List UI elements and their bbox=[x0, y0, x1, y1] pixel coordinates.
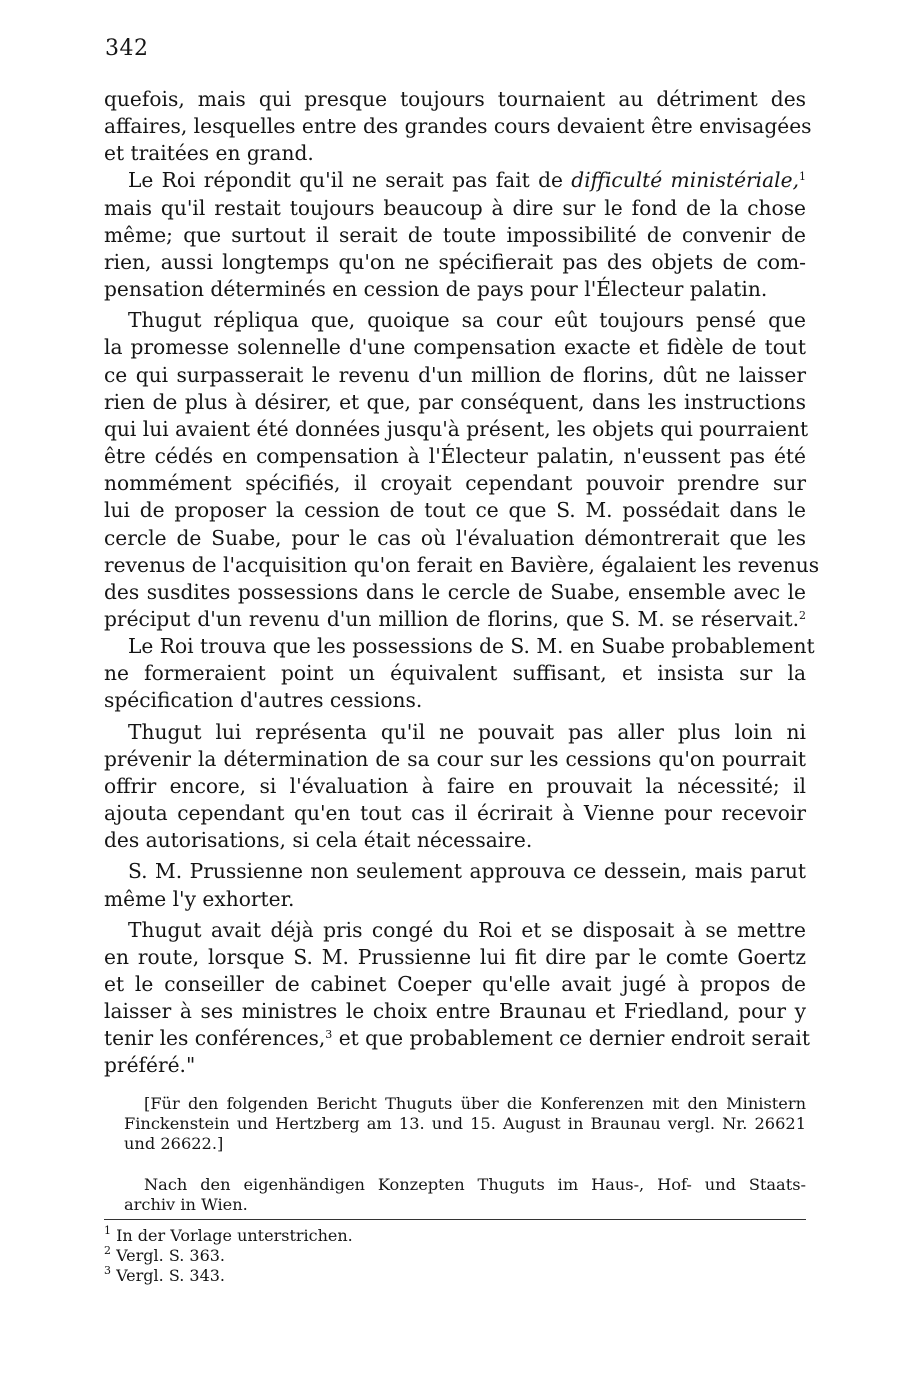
footnote bbox=[104, 1246, 806, 1266]
text-line: des susdites possessions dans le cercle de Suabe, ensemble avec le bbox=[104, 579, 806, 604]
text-line: offrir encore, si l'évaluation à faire en prouvait la nécessité; il bbox=[104, 773, 806, 798]
footnote-divider bbox=[104, 1219, 806, 1220]
text-line: qui lui avaient été données jusqu'à présent, les objets qui pourraient bbox=[104, 416, 809, 441]
text-line bbox=[104, 167, 806, 194]
text-line: archiv in Wien. bbox=[124, 1195, 248, 1214]
text-line: Thugut avait déjà pris congé du Roi et se disposait à se mettre bbox=[128, 917, 806, 942]
footnote-ref: 1 bbox=[799, 170, 806, 184]
text-line: rien de plus à désirer, et que, par conséquent, dans les instructions bbox=[104, 389, 806, 414]
source-note bbox=[104, 1175, 806, 1215]
text-line: Thugut lui représenta qu'il ne pouvait pas aller plus loin ni bbox=[128, 719, 806, 744]
footnote-ref: 3 bbox=[325, 1028, 333, 1042]
footnote-mark: 1 bbox=[104, 1224, 111, 1237]
text-segment: préciput d'un revenu d'un million de florins, que S. M. se réservait. bbox=[104, 606, 799, 631]
italic-phrase: difficulté ministériale, bbox=[571, 168, 799, 193]
text-line: Nach den eigenhändigen Konzepten Thuguts im Haus-, Hof- und Staats- bbox=[144, 1175, 806, 1194]
text-line: revenus de l'acquisition qu'on ferait en Bavière, égalaient les revenus bbox=[104, 552, 820, 577]
text-line: Thugut répliqua que, quoique sa cour eût toujours pensé que bbox=[128, 308, 806, 333]
footnote-text: In der Vorlage unterstrichen. bbox=[116, 1226, 353, 1245]
footnote bbox=[104, 1226, 806, 1246]
paragraph bbox=[104, 307, 820, 633]
paragraph bbox=[104, 858, 806, 912]
text-line: Le Roi trouva que les possessions de S. M. en Suabe probablement bbox=[128, 634, 815, 659]
text-line: et le conseiller de cabinet Coeper qu'elle avait jugé à propos de bbox=[104, 972, 806, 996]
editor-note-text bbox=[104, 1094, 806, 1154]
text-line: ce qui surpasserait le revenu d'un million de florins, dût ne laisser bbox=[104, 362, 806, 387]
text-line: spécification d'autres cessions. bbox=[104, 688, 423, 713]
text-line: Finckenstein und Hertzberg am 13. und 15. August in Braunau vergl. Nr. 26621 bbox=[124, 1114, 806, 1133]
text-line: en route, lorsque S. M. Prussienne lui fit dire par le comte Goertz bbox=[104, 944, 806, 969]
text-line: nommément spécifiés, il croyait cependant pouvoir prendre sur bbox=[104, 471, 806, 496]
text-line: ne formeraient point un équivalent suffisant, et insista sur la bbox=[104, 661, 806, 686]
footnotes bbox=[104, 1226, 806, 1286]
text-line: la promesse solennelle d'une compensation exacte et fidèle de tout bbox=[104, 335, 806, 360]
text-line: und 26622.] bbox=[124, 1134, 224, 1153]
footnote-mark: 2 bbox=[104, 1244, 111, 1257]
text-line: laisser à ses ministres le choix entre Braunau et Friedland, pour y bbox=[104, 999, 806, 1024]
footnote-text: Vergl. S. 343. bbox=[116, 1266, 226, 1285]
text-line: [Für den folgenden Bericht Thuguts über die Konferenzen mit den Ministern bbox=[144, 1094, 806, 1113]
text-segment: et que probablement ce dernier endroit serait bbox=[332, 1026, 810, 1051]
text-line: ajouta cependant qu'en tout cas il écrirait à Vienne pour recevoir bbox=[104, 801, 806, 826]
text-line: préféré." bbox=[104, 1053, 196, 1078]
paragraph bbox=[104, 917, 810, 1080]
text-line: S. M. Prussienne non seulement approuva ce dessein, mais parut bbox=[128, 859, 806, 884]
source-note-text bbox=[104, 1175, 806, 1215]
footnote-text: Vergl. S. 363. bbox=[116, 1246, 226, 1265]
footnote bbox=[104, 1266, 806, 1286]
text-line bbox=[104, 606, 806, 633]
footnote-ref: 2 bbox=[799, 608, 806, 622]
text-segment: tenir les conférences, bbox=[104, 1026, 326, 1051]
text-line: cercle de Suabe, pour le cas où l'évaluation démontrerait que les bbox=[104, 525, 806, 550]
text-line: même l'y exhorter. bbox=[104, 886, 295, 911]
text-line: mais qu'il restait toujours beaucoup à dire sur le fond de la chose bbox=[104, 195, 806, 220]
footnote-mark: 3 bbox=[104, 1264, 111, 1277]
editor-note bbox=[104, 1094, 806, 1154]
text-line: pensation déterminés en cession de pays pour l'Électeur palatin. bbox=[104, 277, 768, 302]
paragraph bbox=[104, 633, 815, 714]
text-line: des autorisations, si cela était nécessaire. bbox=[104, 828, 533, 853]
text-line: quefois, mais qui presque toujours tournaient au détriment des bbox=[104, 87, 806, 111]
paragraph bbox=[104, 719, 806, 855]
text-line: rien, aussi longtemps qu'on ne spécifierait pas des objets de com- bbox=[104, 249, 806, 274]
text-line: être cédés en compensation à l'Électeur palatin, n'eussent pas été bbox=[104, 444, 806, 469]
text-segment: Le Roi répondit qu'il ne serait pas fait de bbox=[128, 168, 563, 193]
page-number: 342 bbox=[105, 36, 149, 61]
main-text bbox=[104, 86, 820, 1080]
paragraph bbox=[104, 86, 812, 167]
text-line: prévenir la détermination de sa cour sur les cessions qu'on pourrait bbox=[104, 746, 806, 771]
text-line: affaires, lesquelles entre des grandes cours devaient être envisagées bbox=[104, 114, 812, 139]
text-line: lui de proposer la cession de tout ce que S. M. possédait dans le bbox=[104, 498, 806, 523]
text-line bbox=[104, 1025, 810, 1052]
text-line: même; que surtout il serait de toute impossibilité de convenir de bbox=[104, 222, 806, 247]
paragraph bbox=[104, 167, 806, 303]
text-line: et traitées en grand. bbox=[104, 141, 314, 166]
